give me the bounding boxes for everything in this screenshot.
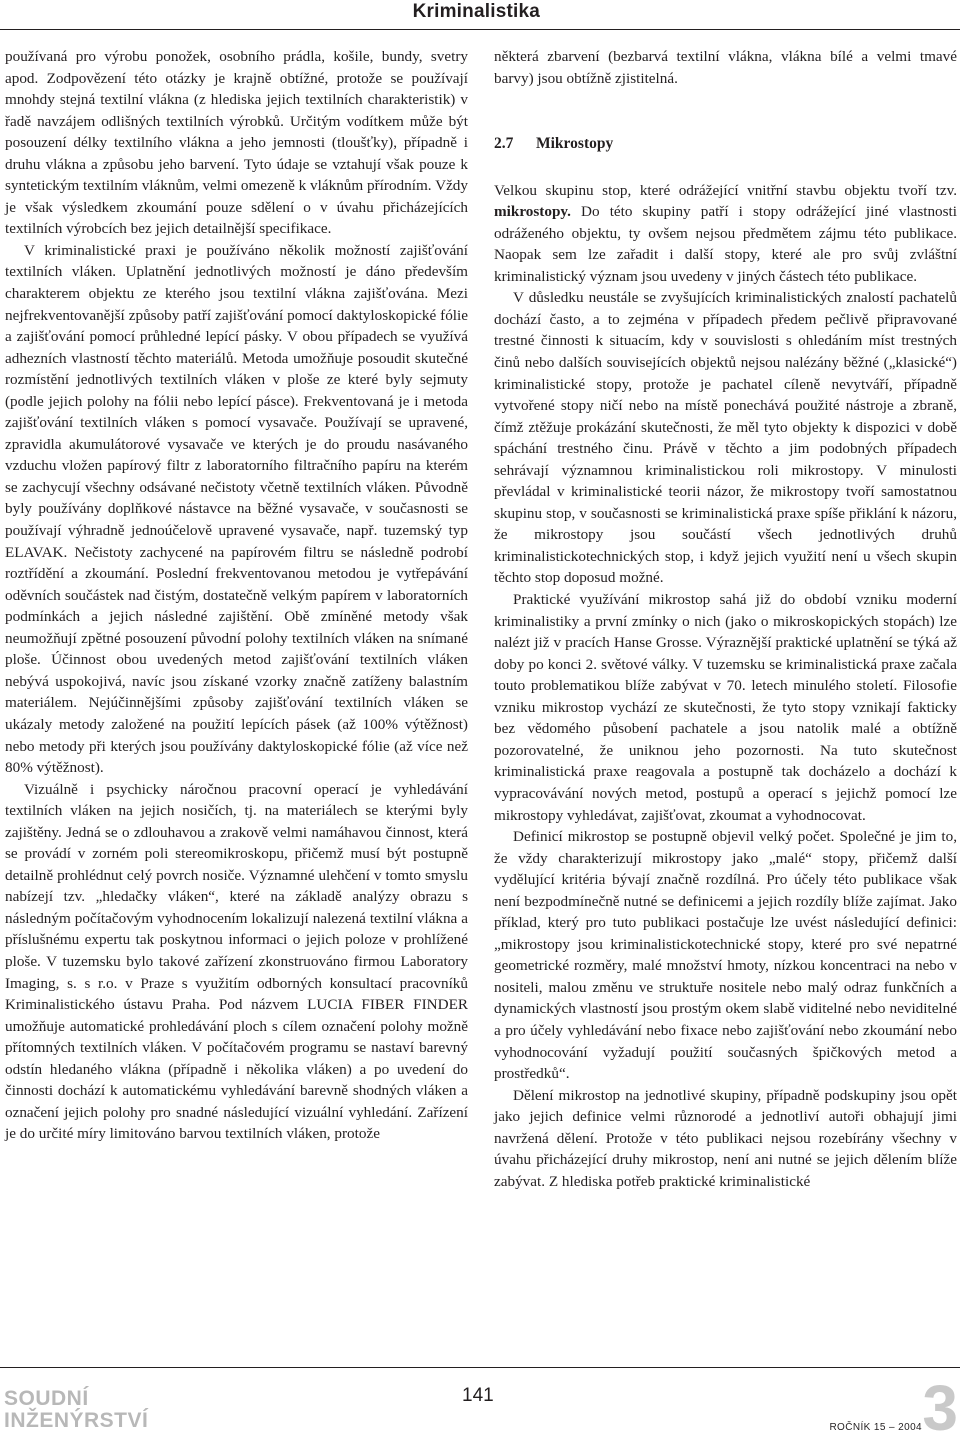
bold-term: mikrostopy. bbox=[494, 203, 571, 221]
paragraph bbox=[494, 180, 957, 288]
paragraph: Vizuálně i psychicky náročnou pracovní operací je vyhledávání textilních vláken na jejich nosičích, tj. na materiálech se kterými byly zajištěny. Jedná se o zdlouhavou a zrakově velmi namáhavou činnost, která se provádí v zorném poli stereomikroskopu, přičemž musí být postupně detailně prohlédnut celý povrch nosiče. Významné ulehčení v tomto smyslu nabízejí tzv. „hledačky vláken“, které na základě analýzy obrazu s následným počítačovým vyhodnocením lokalizují nalezená textilní vlákna a příslušnému expertu tak poskytnou informaci o jejich poloze v prohlížené ploše. V tuzemsku bylo takové zařízení zkonstruováno firmou Laboratory Imaging, s. s r.o. v Praze s využitím odborných konsultací pracovníků Kriminalistického ústavu Praha. Pod názvem LUCIA FIBER FINDER umožňuje automatické prohledávání ploch s cílem označení polohy možně přítomných textilních vláken. V počítačovém programu se nastaví barevný odstín hledaného vlákna (případně i několika vláken) a po uvedení do činnosti dochází k automatickému vyhledávání barevně shodných vláken a označení jejich polohy pro snadné následující vizuální vyhledání. Zařízení je do určité míry limitováno barvou textilních vláken, protože bbox=[5, 780, 468, 1143]
issue-label: ROČNÍK 15 – 2004 bbox=[829, 1422, 922, 1433]
paragraph: používaná pro výrobu ponožek, osobního prádla, košile, bundy, svetry apod. Zodpovězení této otázky je krajně obtížné, protože se používají mnohdy stejná textilní vlákna (z hlediska jejich textilních charakteristik) v řadě navzájem odlišných textilních výrobků. Určitým vodítkem může být posouzení délky textilního vlákna a jeho jemnosti (tloušťky), případně i druhu vlákna a způsobu jeho barvení. Tyto údaje se vztahují však pouze k syntetickým textilním vláknům, velmi omezeně k vláknům přírodním. Vždy je však výsledkem zkoumání pouze sdělení o v úvahu přicházejících textilních výrobcích bez jejich detailnější specifikace. bbox=[5, 48, 468, 238]
logo-line: INŽENÝRSTVÍ bbox=[4, 1409, 149, 1432]
page-number: 141 bbox=[462, 1385, 494, 1406]
footer-rule bbox=[0, 1367, 960, 1368]
section-number: 2.7 bbox=[494, 135, 514, 153]
paragraph: Definicí mikrostop se postupně objevil velký počet. Společné je jim to, že vždy charakterizují mikrostopy jako „malé“ stopy, přičemž další vydělující kritéria bývají značně rozdílná. Pro účely této publikace však není bezpodmínečně nutné se definicemi a jejich rozdíly blíže zajímat. Jako příklad, který pro tuto publikaci postačuje lze uvést následující definici: „mikrostopy jsou kriminalistickotechnické stopy, které pro své nepatrné geometrické rozměry, malé množství hmoty, nízkou koncentraci na nebo v nositeli, malou změnu ve struktuře nositele nebo malý odraz funkčních a dynamických vlastností jsou prostým okem slabě viditelné nebo neviditelné a pro účely vyhledávání nebo fixace nebo zajišťování nebo zkoumání nebo vyhodnocování vyžadují použití současných špičkových metod a prostředků“. bbox=[494, 828, 957, 1083]
header-rule bbox=[0, 29, 960, 30]
left-column bbox=[5, 46, 468, 1145]
paragraph-text: Velkou skupinu stop, které odrážející vnitřní stavbu objektu tvoří tzv. bbox=[494, 181, 957, 199]
right-column bbox=[494, 46, 957, 1192]
paragraph: V kriminalistické praxi je používáno několik možností zajišťování textilních vláken. Uplatnění jednotlivých možností je dáno především charakterem objektu ze kterého jsou textilní vlákna zajišťována. Mezi nejfrekventovanější způsoby patří zajišťování pomocí daktyloskopické fólie a zajišťování pomocí průhledné lepící pásky. V obou případech se využívá adhezních vlastností těchto materiálů. Metoda umožňuje posoudit skutečné rozmístění jednotlivých textilních vláken v ploše ze které byly sejmuty (podle jejich polohy na fólii nebo lepící pásce). Frekventovaná je i metoda zajišťování textilních vláken s pomocí vysavače. Používají se upravené, zpravidla akumulátorové vysavače ve kterých je do proudu nasávaného vzduchu vložen papírový filtr z laboratorního filtračního papíru na kterém se zachycují všechny odsávané nečistoty včetně textilních vláken. Původně byly používány doplňkové nástavce na běžné vysavače, v současnosti se používají výhradně jednoúčelově upravené vysavače, např. tuzemský typ ELAVAK. Nečistoty zachycené na papírovém filtru se následně podrobí roztřídění a zkoumání. Poslední frekventovanou metodou je vytřepávání oděvních součástek nad čistým, dostatečně velkým papírem v laboratorních podmínkách a jejich následné zajištění. Obě zmíněné metody však neumožňují zpětné posouzení původní polohy textilních vláken na snímané ploše. Účinnost obou uvedených metod zajišťování textilních vláken nebývá uspokojivá, navíc jsou získané vzorky značně zatíženy balastním materiálem. Nejúčinnějšími způsoby zajišťování textilních vláken se ukázaly metody založené na použití lepících pásek (až 100% výtěžnost) nebo metody při kterých jsou používány daktyloskopické fólie (až více než 80% výtěžnost). bbox=[5, 241, 468, 777]
journal-logo bbox=[4, 1388, 148, 1432]
paragraph: Dělení mikrostop na jednotlivé skupiny, případně podskupiny jsou opět jako jejich definice velmi různorodé a jednotliví autoři obhajují jimi navržená dělení. Protože v této publikaci nejsou rozebírány všechny v úvahu přicházející druhy mikrostop, není ani nutné se jejich dělením blíže zabývat. Z hlediska potřeb praktické kriminalistické bbox=[494, 1086, 957, 1190]
paragraph: některá zbarvení (bezbarvá textilní vlákna, vlákna bílé a velmi tmavé barvy) jsou obtížně zjistitelná. bbox=[494, 48, 957, 87]
paragraph-text: Do této skupiny patří i stopy odrážející jiné vlastnosti odráženého objektu, ty ovšem nejsou předmětem zájmu této publikace. Naopak sem lze zařadit i další stopy, které ale pro svůj zvláštní kriminalistický význam jsou uvedeny v jiných částech této publikace. bbox=[494, 203, 957, 285]
section-title: Mikrostopy bbox=[536, 135, 614, 153]
logo-line: SOUDNÍ bbox=[4, 1387, 89, 1410]
paragraph: V důsledku neustále se zvyšujících kriminalistických znalostí pachatelů dochází často, a to zejména v případech předem pečlivě připravované trestné činnosti k situacím, kdy v souvislosti s ohledáním míst trestných činů nebo dalších souvisejících objektů nejsou nalézány běžné („klasické“) kriminalistické stopy, protože je pachatel cíleně nevytváří, případně vytvořené stopy ničí nebo na místě ponechává použité nástroje a zbraně, čímž ztěžuje prokázání skutečnosti, že měl tyto objekty k dispozici v době spáchání trestného činu. Právě v těchto a jim podobných případech sehrávají významnou kriminalistickou roli mikrostopy. V minulosti převládal v kriminalistické teorii názor, že mikrostopy tvoří samostatnou skupinu stop, v současnosti se kriminalistická praxe spíše přiklání k názoru, že mikrostopy jsou součástí všech jednotlivých druhů kriminalistickotechnických stop, i když jejich využití není u všech skupin těchto stop doposud možné. bbox=[494, 289, 957, 587]
issue-number: 3 bbox=[922, 1372, 958, 1444]
running-header-title: Kriminalistika bbox=[412, 1, 540, 22]
section-heading bbox=[494, 133, 957, 155]
paragraph: Praktické využívání mikrostop sahá již do období vzniku moderní kriminalistiky a první zmínky o nich (jako o mikroskopických stopách) lze nalézt již v pracích Hanse Grosse. Výraznější praktické uplatnění se týká až doby po konci 2. světové války. V tuzemsku se kriminalistická praxe začala touto problematikou blíže zabývat v 70. letech minulého století. Filosofie vzniku mikrostop vychází ze skutečnosti, že tyto stopy vznikají fakticky bez vědomého působení pachatele a jsou natolik malé a obtížně pozorovatelné, že uniknou jeho pozornosti. Na tuto skutečnost kriminalistická praxe reagovala a postupně tak docházelo a dochází k vypracovávání nových metod, postupů a operací s jejichž pomocí lze mikrostopy vyhledávat, zajišťovat, zkoumat a vyhodnocovat. bbox=[494, 591, 957, 824]
